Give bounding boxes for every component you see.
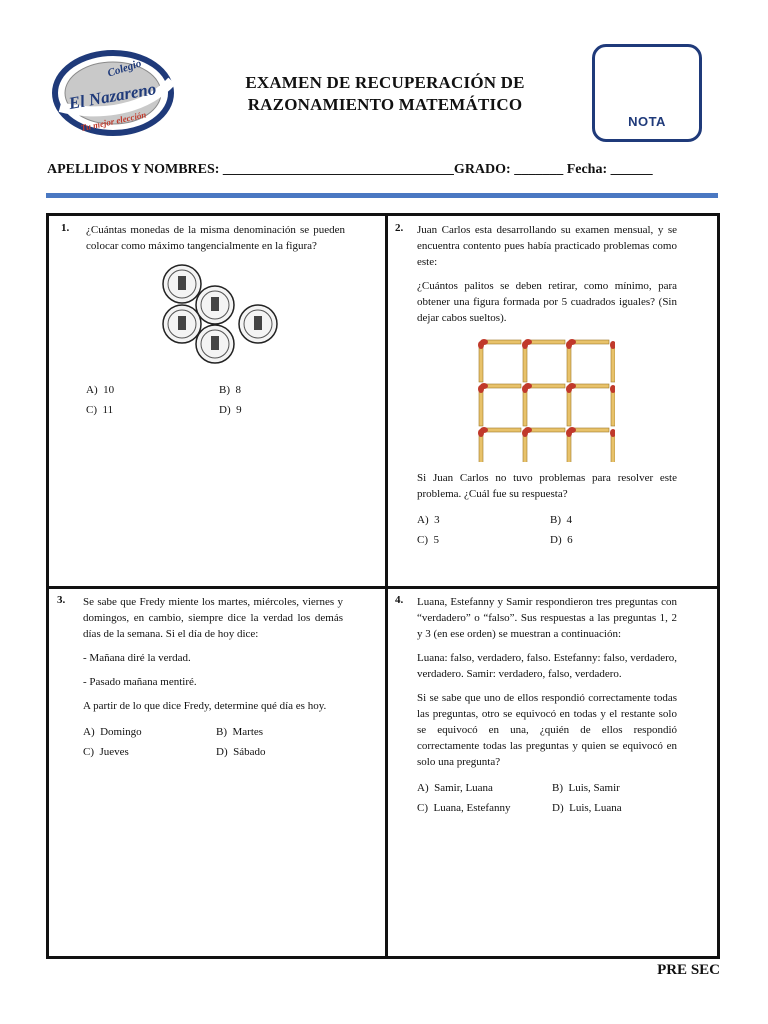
grid-horizontal-divider xyxy=(49,586,717,589)
matchstick xyxy=(524,383,565,389)
matchstick xyxy=(522,341,528,382)
option-a[interactable]: A) Samir, Luana xyxy=(417,782,493,794)
option-b[interactable]: B) Martes xyxy=(216,726,264,738)
question-2-prompt: ¿Cuántos palitos se deben retirar, como mínimo, para obtener una figura formada por 5 cuadrados iguales? (Sin dejar cabos sueltos). xyxy=(417,280,677,324)
logo-word-colegio: Colegio xyxy=(106,57,143,80)
matchstick xyxy=(524,339,565,345)
question-4-question: Si se sabe que uno de ellos respondió correctamente todas las preguntas, otro se equivocó en todas y el restante solo se equivocó en una, ¿quién de ellos respondió correctamente todas las preguntas y quien se equivocó en solo una pregunta? xyxy=(417,692,677,768)
question-3-statement-1: - Mañana diré la verdad. xyxy=(83,652,191,664)
questions-grid xyxy=(46,213,720,959)
option-a[interactable]: A) 10 xyxy=(86,384,115,396)
option-c[interactable]: C) 5 xyxy=(417,534,439,546)
question-3-statement-2: - Pasado mañana mentiré. xyxy=(83,676,197,688)
option-b[interactable]: B) 4 xyxy=(550,514,572,526)
matchstick xyxy=(480,383,521,389)
question-1-text: ¿Cuántas monedas de la misma denominación se pueden colocar como máximo tangencialmente en la figura? xyxy=(86,224,345,252)
option-d[interactable]: D) 6 xyxy=(550,534,573,546)
option-d[interactable]: D) Sábado xyxy=(216,746,266,758)
option-c[interactable]: C) Luana, Estefanny xyxy=(417,802,511,814)
footer-level-label: PRE SEC xyxy=(657,962,720,978)
question-3-text: Se sabe que Fredy miente los martes, miércoles, viernes y domingos, en cambio, siempre dice la verdad los demás días de la semana. Si el día de hoy dice: xyxy=(83,596,343,640)
matchstick xyxy=(522,385,528,426)
matchstick xyxy=(480,339,521,345)
option-a[interactable]: A) Domingo xyxy=(83,726,142,738)
question-4-options xyxy=(417,780,677,816)
exam-title-line1: EXAMEN DE RECUPERACIÓN DE xyxy=(245,73,525,92)
matchstick xyxy=(568,427,609,433)
question-2-intro: Juan Carlos esta desarrollando su examen mensual, y se encuentra contento pues había practicado problemas como este: xyxy=(417,224,677,268)
matchstick-grid-figure xyxy=(475,334,615,462)
question-3 xyxy=(83,594,343,760)
question-4 xyxy=(417,594,677,816)
matchstick xyxy=(522,429,528,462)
matchstick xyxy=(610,341,615,382)
logo-word-nazareno: El Nazareno xyxy=(67,79,158,114)
grade-box[interactable] xyxy=(592,44,702,142)
matchstick xyxy=(478,341,484,382)
matchstick xyxy=(610,429,615,462)
question-2-question: Si Juan Carlos no tuvo problemas para resolver este problema. ¿Cuál fue su respuesta? xyxy=(417,472,677,500)
option-c[interactable]: C) 11 xyxy=(86,404,114,416)
logo-slogan: Tu mejor elección xyxy=(79,109,148,134)
question-4-number: 4. xyxy=(395,594,404,606)
school-logo xyxy=(50,45,180,140)
question-1-options xyxy=(86,382,345,418)
matchstick xyxy=(478,429,484,462)
question-3-question: A partir de lo que dice Fredy, determine qué día es hoy. xyxy=(83,700,327,712)
matchstick xyxy=(568,339,609,345)
coins-figure xyxy=(152,262,302,372)
matchstick xyxy=(480,427,521,433)
option-b[interactable]: B) Luis, Samir xyxy=(552,782,620,794)
question-2-number: 2. xyxy=(395,222,404,234)
exam-title-line2: RAZONAMIENTO MATEMÁTICO xyxy=(247,95,523,114)
question-2-options xyxy=(417,512,677,548)
question-1 xyxy=(86,222,345,418)
question-4-answers: Luana: falso, verdadero, falso. Estefanny: falso, verdadero, verdadero. Samir: verdadero, falso, verdadero. xyxy=(417,652,677,680)
grade-box-label: NOTA xyxy=(628,114,666,129)
matchstick xyxy=(566,429,572,462)
matchstick xyxy=(566,385,572,426)
exam-title xyxy=(215,72,555,116)
header-divider xyxy=(46,193,718,198)
question-2 xyxy=(417,222,677,548)
student-info-line[interactable]: APELLIDOS Y NOMBRES: _________________________________GRADO: _______ Fecha: ______ xyxy=(47,162,653,177)
matchstick xyxy=(610,385,615,426)
question-3-number: 3. xyxy=(57,594,66,606)
question-4-intro: Luana, Estefanny y Samir respondieron tres preguntas con “verdadero” o “falso”. Sus respuestas a las preguntas 1, 2 y 3 (en ese orden) se muestran a continuación: xyxy=(417,596,677,640)
matchstick xyxy=(568,383,609,389)
option-b[interactable]: B) 8 xyxy=(219,384,241,396)
option-c[interactable]: C) Jueves xyxy=(83,746,129,758)
matchstick xyxy=(524,427,565,433)
question-3-options xyxy=(83,724,343,760)
matchstick xyxy=(566,341,572,382)
matchstick xyxy=(478,385,484,426)
option-d[interactable]: D) 9 xyxy=(219,404,242,416)
question-1-number: 1. xyxy=(61,222,70,234)
option-a[interactable]: A) 3 xyxy=(417,514,440,526)
option-d[interactable]: D) Luis, Luana xyxy=(552,802,622,814)
